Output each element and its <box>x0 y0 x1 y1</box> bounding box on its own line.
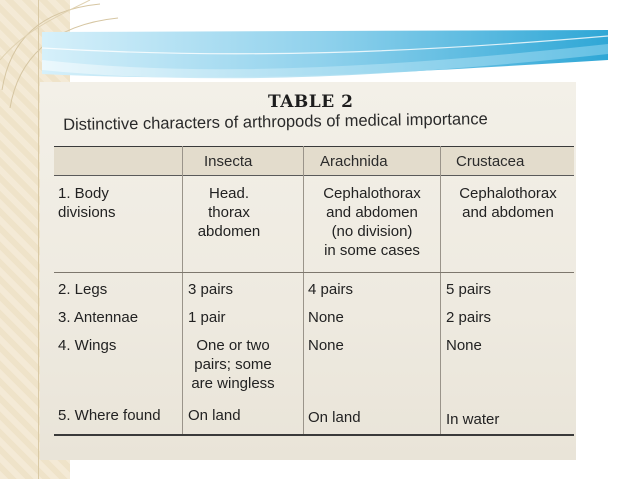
row-label: 4. Wings <box>58 337 117 354</box>
row-label: 1. Body divisions <box>58 185 116 221</box>
cell-insecta: 3 pairs <box>188 281 234 298</box>
cell-crustacea: In water <box>446 411 500 428</box>
arthropod-table <box>54 146 574 446</box>
header-crustacea: Crustacea <box>456 153 525 170</box>
row-label: 3. Antennae <box>58 309 139 326</box>
cell-insecta: 1 pair <box>188 309 226 326</box>
cell-insecta: One or two pairs; some are wingless <box>191 337 275 392</box>
decorative-banner <box>42 30 608 84</box>
cell-arachnida: None <box>308 309 344 326</box>
cell-crustacea: 5 pairs <box>446 281 492 298</box>
column-divider <box>303 146 304 434</box>
cell-insecta: Head. thorax abdomen <box>197 185 261 240</box>
column-divider <box>440 146 441 434</box>
table-caption: Distinctive characters of arthropods of medical importance <box>63 110 488 134</box>
table-bottom-rule <box>54 434 574 436</box>
header-arachnida: Arachnida <box>320 153 388 170</box>
table-photo <box>40 82 576 460</box>
table-title: TABLE 2 <box>268 92 354 112</box>
cell-crustacea: Cephalothorax and abdomen <box>459 185 557 221</box>
cell-crustacea: None <box>446 337 482 354</box>
cell-arachnida: None <box>308 337 344 354</box>
cell-insecta: On land <box>188 407 241 424</box>
cell-arachnida: 4 pairs <box>308 281 354 298</box>
cell-arachnida: Cephalothorax and abdomen (no division) in some cases <box>323 185 421 259</box>
column-divider <box>182 146 183 434</box>
row-label: 5. Where found <box>58 407 161 424</box>
row-label: 2. Legs <box>58 281 108 298</box>
cell-crustacea: 2 pairs <box>446 309 492 326</box>
header-insecta: Insecta <box>204 153 253 170</box>
row-divider <box>54 272 574 273</box>
cell-arachnida: On land <box>308 409 361 426</box>
